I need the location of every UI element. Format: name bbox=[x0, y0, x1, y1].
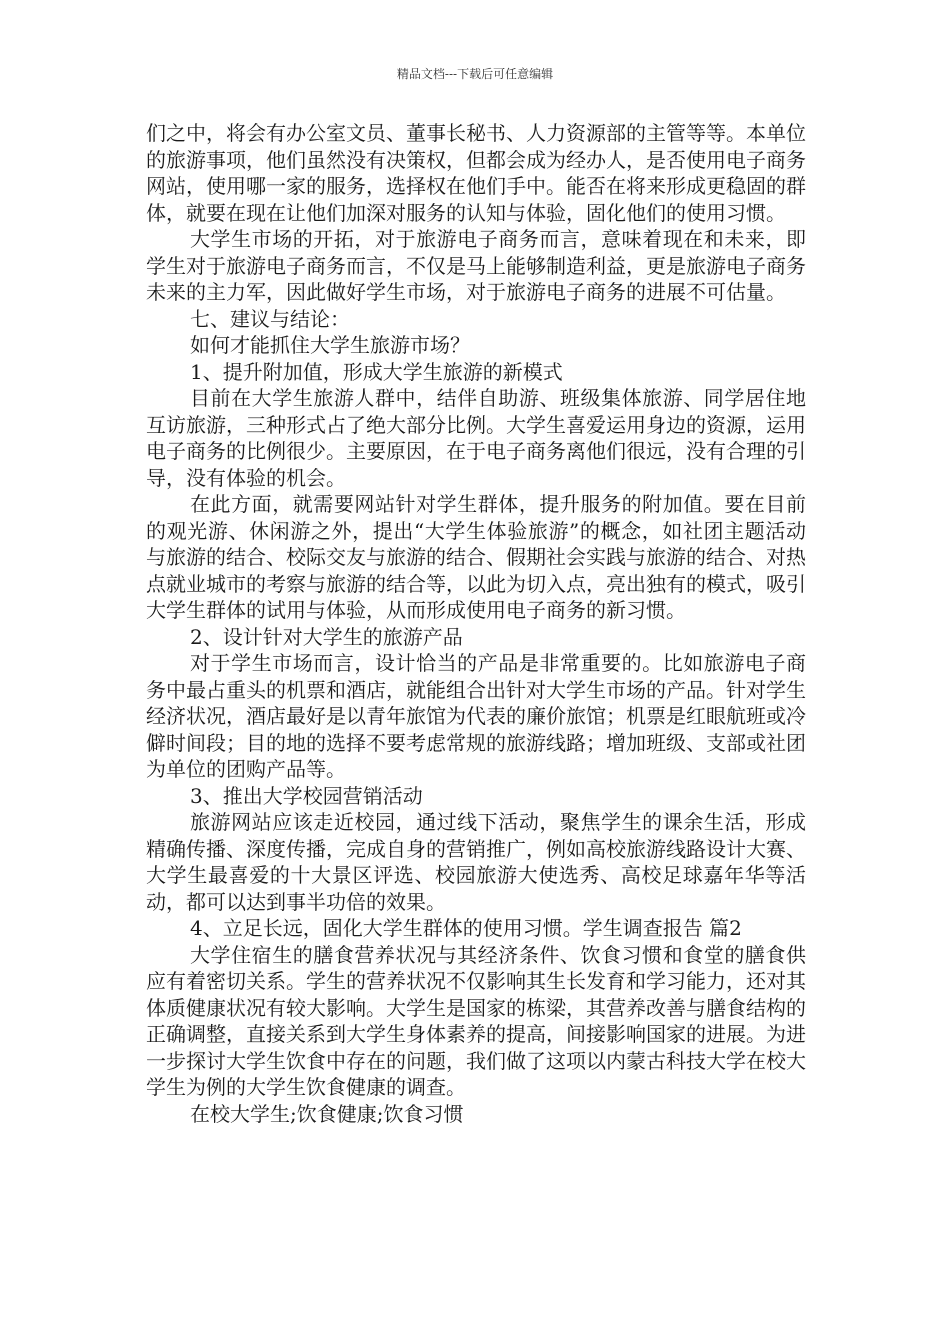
subheading-1: 1、提升附加值，形成大学生旅游的新模式 bbox=[190, 359, 563, 384]
paragraph-4: 在此方面，就需要网站针对学生群体，提升服务的附加值。要在目前的观光游、休闲游之外，提出“大学生体验旅游”的概念，如社团主题活动与旅游的结合、校际交友与旅游的结合、假期社会实践与旅游的结合、对热点就业城市的考察与旅游的结合等，以此为切入点，亮出独有的模式，吸引大学生群体的试用与体验，从而形成使用电子商务的新习惯。 bbox=[146, 492, 806, 622]
paragraph-1: 们之中，将会有办公室文员、董事长秘书、人力资源部的主管等等。本单位的旅游事项，他们虽然没有决策权，但都会成为经办人，是否使用电子商务网站，使用哪一家的服务，选择权在他们手中。能否在将来形成更稳固的群体，就要在现在让他们加深对服务的认知与体验，固化他们的使用习惯。 bbox=[146, 121, 806, 225]
question-line: 如何才能抓住大学生旅游市场？ bbox=[190, 333, 470, 357]
page-header: 精品文档---下载后可任意编辑 bbox=[396, 67, 554, 81]
subheading-2: 2、设计针对大学生的旅游产品 bbox=[190, 624, 463, 649]
subheading-3: 3、推出大学校园营销活动 bbox=[190, 783, 423, 808]
paragraph-5: 对于学生市场而言，设计恰当的产品是非常重要的。比如旅游电子商务中最占重头的机票和酒店，就能组合出针对大学生市场的产品。针对学生经济状况，酒店最好是以青年旅馆为代表的廉价旅馆；机票是红眼航班或冷僻时间段；目的地的选择不要考虑常规的旅游线路；增加班级、支部或社团为单位的团购产品等。 bbox=[146, 651, 806, 781]
keywords-line: 在校大学生;饮食健康;饮食习惯 bbox=[190, 1101, 464, 1126]
paragraph-3: 目前在大学生旅游人群中，结伴自助游、班级集体旅游、同学居住地互访旅游，三种形式占了绝大部分比例。大学生喜爱运用身边的资源，运用电子商务的比例很少。主要原因，在于电子商务离他们很远，没有合理的引导，没有体验的机会。 bbox=[146, 386, 806, 490]
subheading-4: 4、立足长远，固化大学生群体的使用习惯。学生调查报告 篇2 bbox=[190, 916, 742, 940]
document-body bbox=[146, 120, 806, 1127]
paragraph-2: 大学生市场的开拓，对于旅游电子商务而言，意味着现在和未来，即学生对于旅游电子商务而言，不仅是马上能够制造利益，更是旅游电子商务未来的主力军，因此做好学生市场，对于旅游电子商务的进展不可估量。 bbox=[146, 227, 806, 304]
section-heading-7: 七、建议与结论： bbox=[190, 306, 350, 331]
paragraph-6: 旅游网站应该走近校园，通过线下活动，聚焦学生的课余生活，形成精确传播、深度传播，完成自身的营销推广，例如高校旅游线路设计大赛、大学生最喜爱的十大景区评选、校园旅游大使选秀、高校足球嘉年华等活动，都可以达到事半功倍的效果。 bbox=[146, 810, 806, 914]
paragraph-7: 大学住宿生的膳食营养状况与其经济条件、饮食习惯和食堂的膳食供应有着密切关系。学生的营养状况不仅影响其生长发育和学习能力，还对其体质健康状况有较大影响。大学生是国家的栋梁，其营养改善与膳食结构的正确调整，直接关系到大学生身体素养的提高，间接影响国家的进展。为进一步探讨大学生饮食中存在的问题，我们做了这项以内蒙古科技大学在校大学生为例的大学生饮食健康的调查。 bbox=[146, 942, 806, 1099]
